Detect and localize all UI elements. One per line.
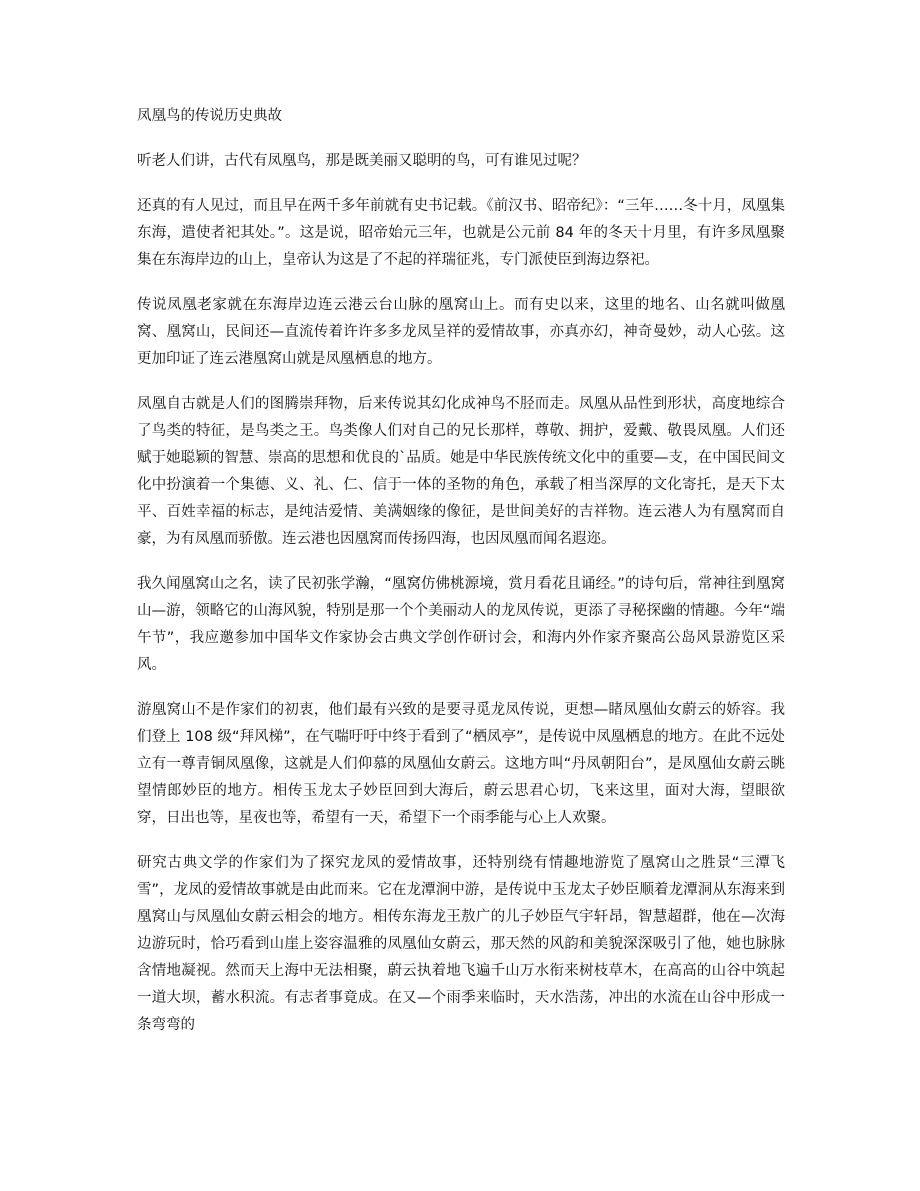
paragraph-dragon-phoenix-story: 研究古典文学的作家们为了探究龙凤的爱情故事，还特别绕有情趣地游览了凰窝山之胜景“三潭飞雪”，龙凤的爱情故事就是由此而来。它在龙潭涧中游，是传说中玉龙太子妙臣顺着龙潭洞从东海来到凰窝山与凤凰仙女蔚云相会的地方。相传东海龙王敖广的儿子妙臣气宇轩昂，智慧超群，他在—次海边游玩时，恰巧看到山崖上姿容温雅的凤凰仙女蔚云，那天然的风韵和美貌深深吸引了他，她也脉脉含情地凝视。然而天上海中无法相聚，蔚云执着地飞遍千山万水衔来树枝草木，在高高的山谷中筑起一道大坝，蓄水积流。有志者事竟成。在又—个雨季来临时，天水浩荡，冲出的水流在山谷中形成一条弯弯的 bbox=[137, 855, 785, 1033]
paragraph-visit-invitation: 我久闻凰窝山之名，读了民初张学瀚，“凰窝仿佛桃源境，赏月看花且诵经。”的诗句后，常神往到凰窝山—游，领略它的山海风貌，特别是那一个个美丽动人的龙凤传说，更添了寻秘探幽的情趣。今年“端午节”，我应邀参加中国华文作家协会古典文学创作研讨会，和海内外作家齐聚高公岛风景游览区采风。 bbox=[137, 576, 785, 673]
paragraph-phoenix-home: 传说凤凰老家就在东海岸边连云港云台山脉的凰窝山上。而有史以来，这里的地名、山名就叫做凰窝、凰窝山，民间还—直流传着许许多多龙凤呈祥的爱情故事，亦真亦幻，神奇曼妙，动人心弦。这更加印证了连云港凰窝山就是凤凰栖息的地方。 bbox=[137, 297, 785, 367]
paragraph-phoenix-statue: 游凰窝山不是作家们的初衷，他们最有兴致的是要寻觅龙凤传说，更想—睹凤凰仙女蔚云的娇容。我们登上 108 级“拜风梯”，在气喘吁吁中终于看到了“栖凤亭”，是传说中凤凰栖息的地方。在此不远处立有一尊青铜凤凰像，这就是人们仰慕的凤凰仙女蔚云。这地方叫“丹凤朝阳台”，是凤凰仙女蔚云眺望情郎妙臣的地方。相传玉龙太子妙臣回到大海后，蔚云思君心切，飞来这里，面对大海，望眼欲穿，日出也等，星夜也等，希望有一天，希望下一个雨季能与心上人欢聚。 bbox=[137, 702, 785, 826]
document-page bbox=[137, 106, 785, 1057]
paragraph-intro-question: 听老人们讲，古代有凤凰鸟，那是既美丽又聪明的鸟，可有谁见过呢？ bbox=[137, 153, 587, 169]
paragraph-historical-record: 还真的有人见过，而且早在两千多年前就有史书记载。《前汉书、昭帝纪》：“三年……冬十月，凤凰集东海，遣使者祀其处。”。这是说，昭帝始元三年，也就是公元前 84 年的冬天十月里，有许多凤凰聚集在东海岸边的山上，皇帝认为这是了不起的祥瑞征兆，专门派使臣到海边祭祀。 bbox=[137, 198, 785, 268]
document-title: 凤凰鸟的传说历史典故 bbox=[137, 108, 282, 124]
paragraph-phoenix-culture: 凤凰自古就是人们的图腾崇拜物，后来传说其幻化成神鸟不胫而走。凤凰从品性到形状，高度地综合了鸟类的特征，是鸟类之王。鸟类像人们对自己的兄长那样，尊敬、拥护，爱戴、敬畏凤凰。人们还赋于她聪颖的智慧、崇高的思想和优良的`品质。她是中华民族传统文化中的重要—支，在中国民间文化中扮演着一个集德、义、礼、仁、信于一体的圣物的角色，承载了相当深厚的文化寄托，是天下太平、百姓幸福的标志，是纯洁爱情、美满姻缘的像征，是世间美好的吉祥物。连云港人为有凰窝而自豪，为有凤凰而骄傲。连云港也因凰窝而传扬四海，也因凤凰而闻名遐迩。 bbox=[137, 396, 785, 547]
